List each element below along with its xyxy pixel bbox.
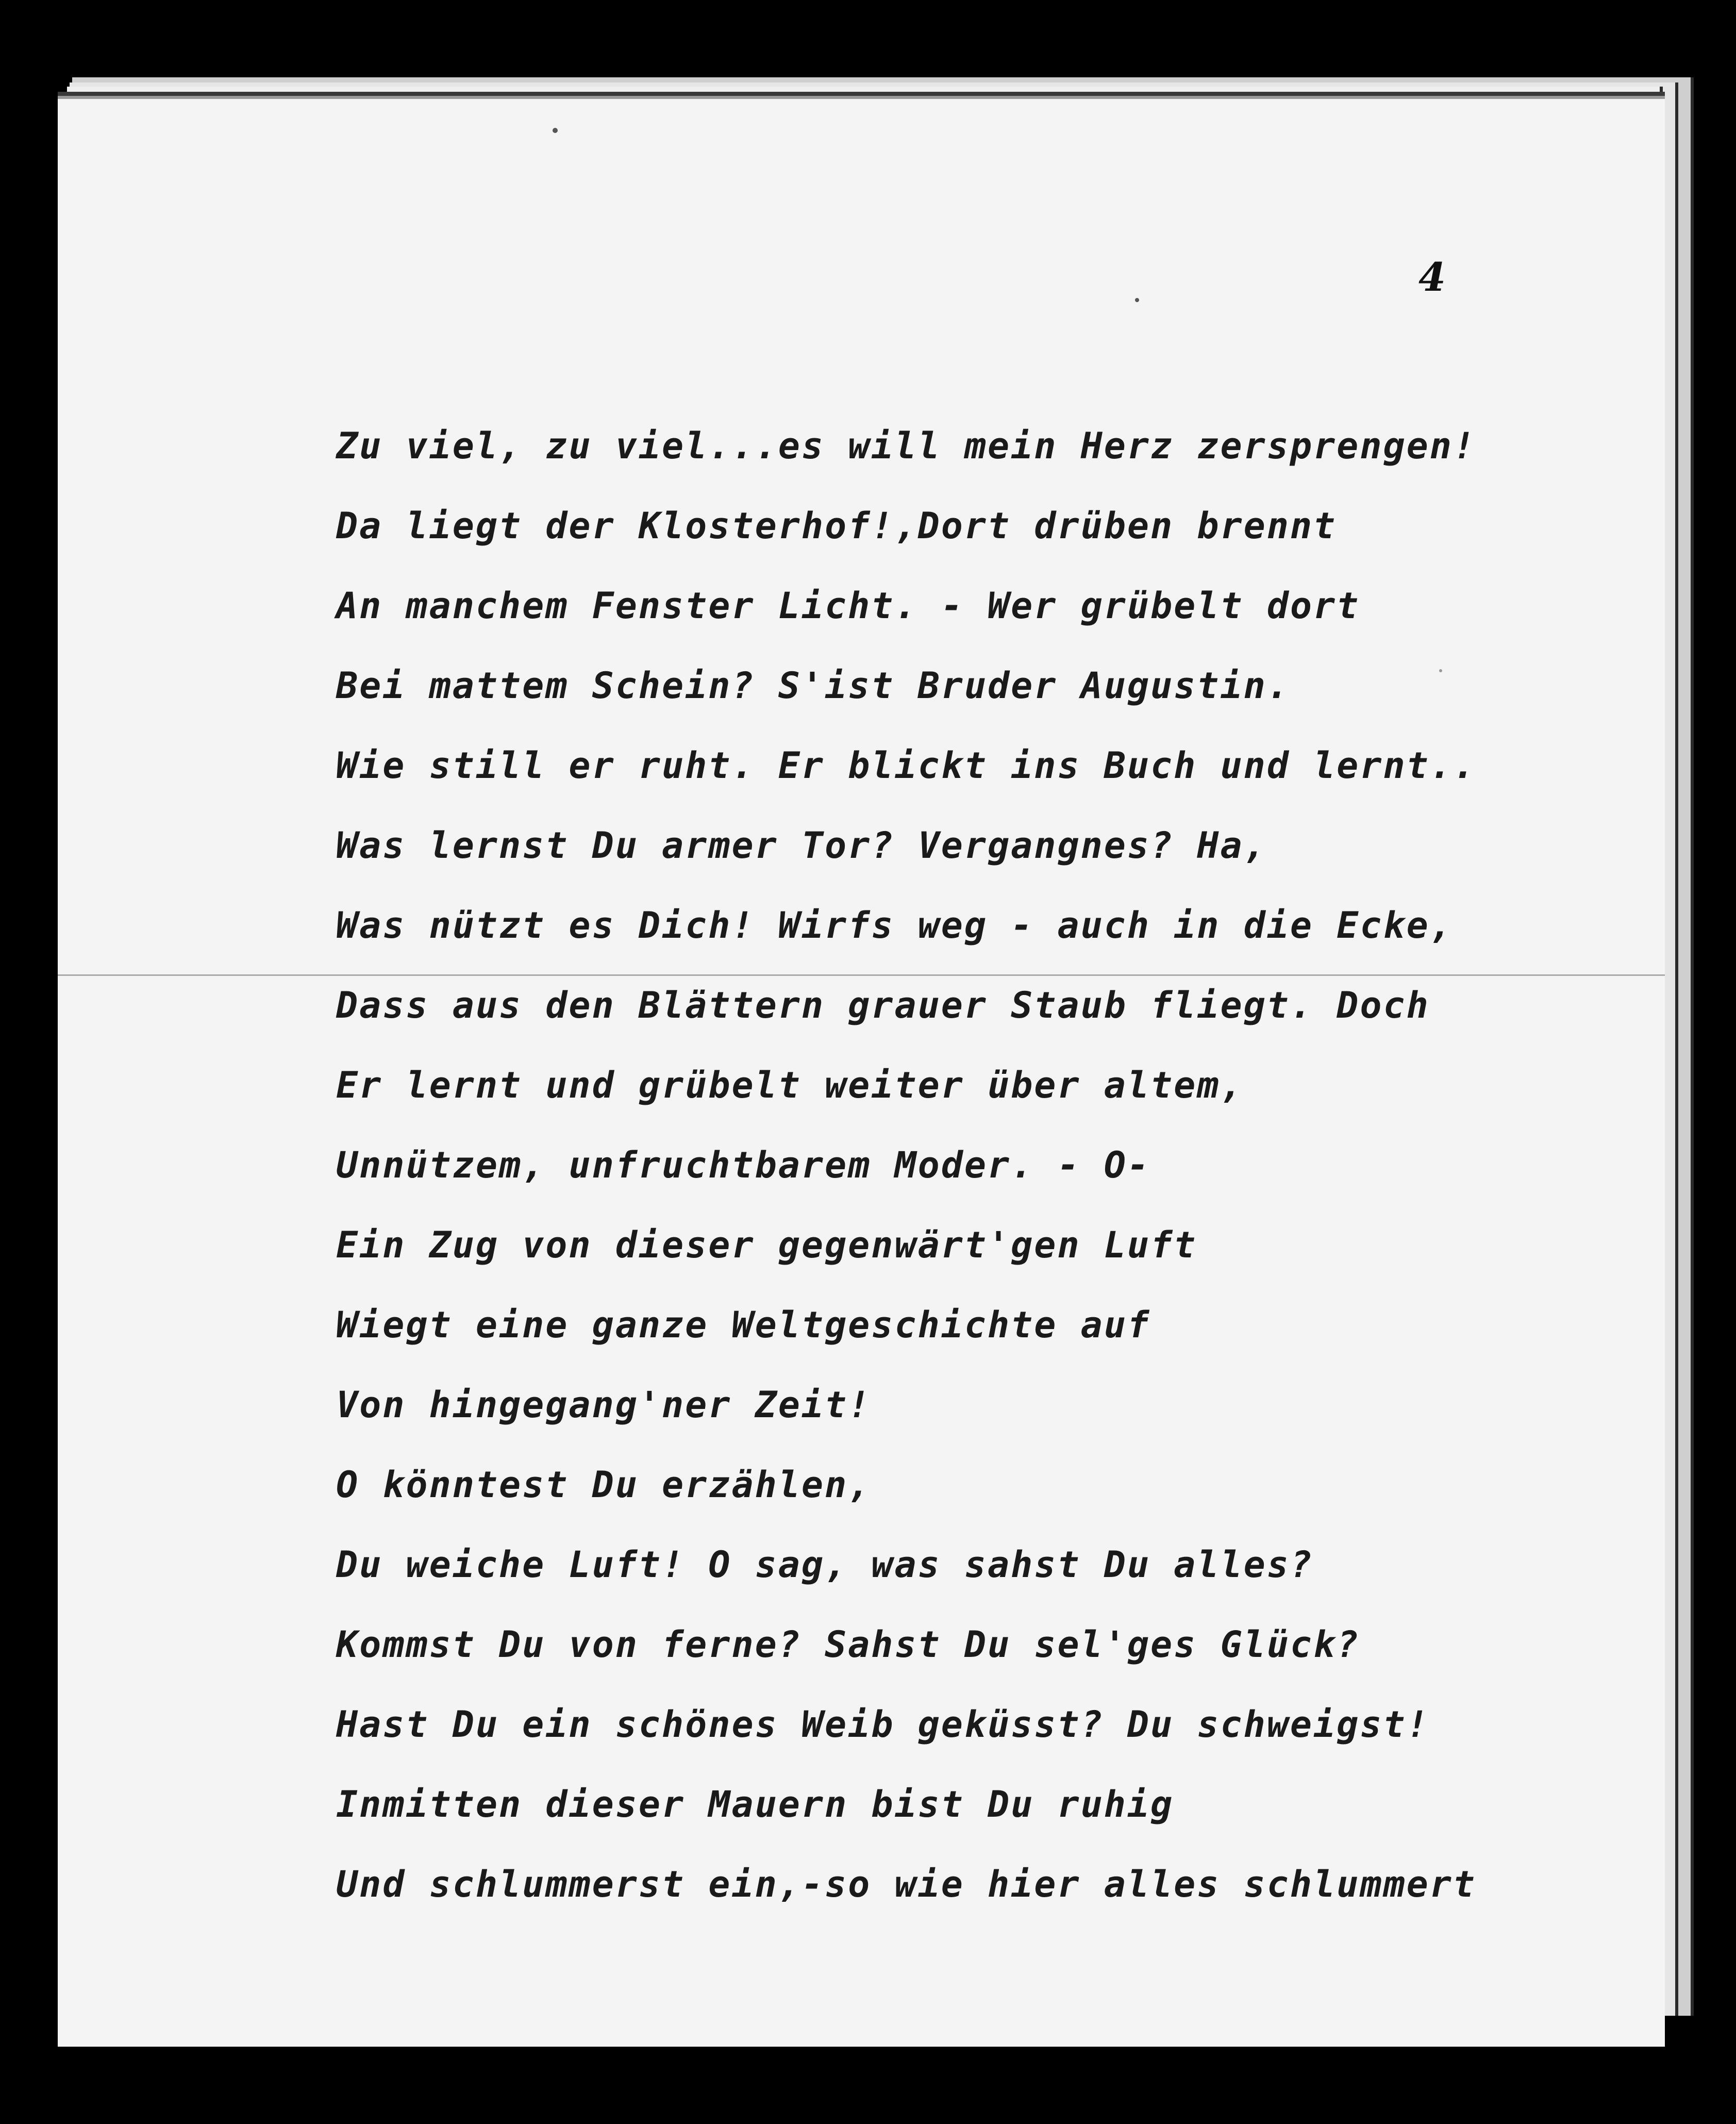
verse-line: Wiegt eine ganze Weltgeschichte auf (336, 1304, 1151, 1346)
verse-line: Inmitten dieser Mauern bist Du ruhig (336, 1783, 1174, 1826)
verse-line: Wie still er ruht. Er blickt ins Buch und lernt.. (336, 744, 1477, 787)
verse-line: O könntest Du erzählen, (336, 1464, 872, 1506)
verse-line: Dass aus den Blättern grauer Staub fliegt. Doch (336, 984, 1430, 1026)
verse-line: Da liegt der Klosterhof!,Dort drüben brennt (336, 505, 1337, 547)
verse-line: Zu viel, zu viel...es will mein Herz zersprengen! (336, 425, 1477, 467)
verse-block (336, 406, 1666, 1924)
verse-line: Von hingegang'ner Zeit! (336, 1384, 872, 1426)
verse-line: Kommst Du von ferne? Sahst Du sel'ges Glück? (336, 1623, 1360, 1666)
typewritten-page (58, 92, 1665, 2047)
ink-speck (1439, 669, 1442, 672)
verse-line: Ein Zug von dieser gegenwärt'gen Luft (336, 1224, 1197, 1266)
verse-line: Unnützem, unfruchtbarem Moder. - O- (336, 1144, 1151, 1186)
ink-speck (553, 128, 558, 133)
ink-speck (1135, 298, 1139, 302)
verse-line: Hast Du ein schönes Weib geküsst? Du schweigst! (336, 1703, 1430, 1746)
page-number: 4 (1418, 254, 1446, 300)
verse-line: Bei mattem Schein? S'ist Bruder Augustin. (336, 665, 1290, 707)
verse-line: An manchem Fenster Licht. - Wer grübelt dort (336, 585, 1360, 627)
verse-line: Und schlummerst ein,-so wie hier alles schlummert (336, 1863, 1477, 1905)
verse-line: Was nützt es Dich! Wirfs weg - auch in die Ecke, (336, 904, 1453, 947)
verse-line: Was lernst Du armer Tor? Vergangnes? Ha, (336, 824, 1267, 867)
verse-line: Er lernt und grübelt weiter über altem, (336, 1064, 1244, 1106)
verse-line: Du weiche Luft! O sag, was sahst Du alles? (336, 1544, 1314, 1586)
